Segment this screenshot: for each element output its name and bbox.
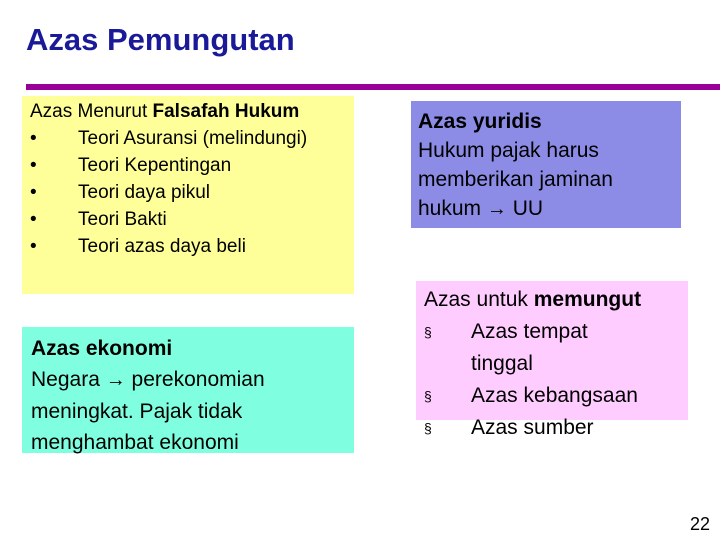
falsafah-hukum-box <box>22 96 354 294</box>
list-item <box>30 206 346 233</box>
yuridis-line: memberikan jaminan <box>418 168 613 191</box>
page-number: 22 <box>689 514 710 534</box>
yuridis-line-suffix: UU <box>506 197 544 220</box>
list-item <box>424 412 704 444</box>
memungut-heading-prefix: Azas untuk <box>424 288 534 311</box>
falsafah-heading-bold: Falsafah Hukum <box>152 101 300 122</box>
square-bullet-icon: § <box>424 388 432 404</box>
arrow-right-icon: → <box>486 198 507 220</box>
list-item-text: Azas tempat tinggal <box>471 320 588 375</box>
list-item-text: Teori Asuransi (melindungi) <box>78 128 308 149</box>
ekonomi-heading: Azas ekonomi <box>31 337 173 360</box>
bullet-mark: • <box>30 236 37 257</box>
azas-ekonomi-box <box>22 327 354 453</box>
yuridis-line-prefix: hukum <box>418 197 487 220</box>
bullet-mark: • <box>30 209 37 230</box>
arrow-right-icon: → <box>105 369 126 391</box>
bullet-mark: • <box>30 128 37 149</box>
yuridis-line: Hukum pajak harus <box>418 139 599 162</box>
falsafah-heading <box>30 98 346 125</box>
bullet-mark: • <box>30 182 37 203</box>
list-item <box>424 316 704 380</box>
falsafah-list <box>30 125 346 260</box>
ekonomi-line-prefix: Negara <box>31 368 106 391</box>
list-item-text: Teori Kepentingan <box>78 155 232 176</box>
azas-yuridis-box <box>411 101 681 228</box>
slide-title: Azas Pemungutan <box>26 22 295 57</box>
title-divider <box>26 84 720 90</box>
ekonomi-line: meningkat. Pajak tidak <box>31 400 243 423</box>
memungut-heading-bold: memungut <box>533 288 642 311</box>
ekonomi-line-suffix: perekonomian <box>125 368 265 391</box>
list-item <box>30 233 346 260</box>
list-item-text: Azas kebangsaan <box>471 384 638 407</box>
list-item <box>30 179 346 206</box>
yuridis-heading: Azas yuridis <box>418 110 542 133</box>
yuridis-line <box>418 194 674 224</box>
ekonomi-line: menghambat ekonomi <box>31 431 239 454</box>
memungut-heading <box>424 284 704 316</box>
falsafah-heading-prefix: Azas Menurut <box>30 101 153 122</box>
list-item-text: Teori azas daya beli <box>78 236 246 257</box>
list-item <box>424 380 704 412</box>
square-bullet-icon: § <box>424 324 432 340</box>
memungut-list <box>424 316 704 444</box>
list-item <box>30 152 346 179</box>
list-item-text: Teori Bakti <box>78 209 167 230</box>
ekonomi-line <box>31 364 345 396</box>
list-item <box>30 125 346 152</box>
bullet-mark: • <box>30 155 37 176</box>
azas-memungut-content <box>424 284 704 444</box>
list-item-text: Teori daya pikul <box>78 182 211 203</box>
list-item-text: Azas sumber <box>471 416 594 439</box>
square-bullet-icon: § <box>424 420 432 436</box>
